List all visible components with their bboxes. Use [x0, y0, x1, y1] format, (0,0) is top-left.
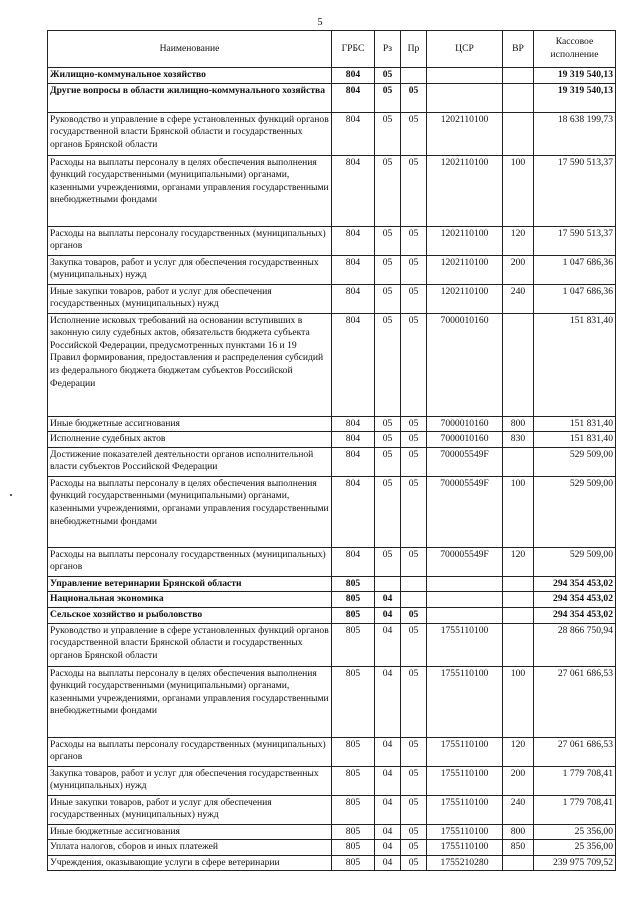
cell-csr: 1755110100: [427, 766, 503, 795]
cell-vr: [503, 447, 534, 476]
cell-grbs: 805: [332, 855, 375, 871]
header-csr: ЦСР: [427, 31, 503, 68]
cell-name: Руководство и управление в сфере установленных функций органов государственной власти Брянской области и государственных органов Брянской области: [48, 112, 332, 155]
table-row: [48, 284, 616, 313]
cell-grbs: 804: [332, 476, 375, 547]
cell-rz: 04: [375, 737, 401, 766]
cell-rz: 05: [375, 547, 401, 576]
header-vr: ВР: [503, 31, 534, 68]
cell-vr: [503, 112, 534, 155]
cell-pr: 05: [401, 766, 427, 795]
cell-vr: 100: [503, 666, 534, 737]
cell-vr: 120: [503, 737, 534, 766]
table-row: [48, 255, 616, 284]
cell-grbs: 804: [332, 313, 375, 416]
cell-csr: [427, 68, 503, 84]
cell-grbs: 805: [332, 623, 375, 666]
cell-csr: [427, 607, 503, 623]
header-grbs: ГРБС: [332, 31, 375, 68]
cell-pr: 05: [401, 255, 427, 284]
cell-vr: 850: [503, 840, 534, 856]
cell-vr: [503, 576, 534, 592]
cell-pr: 05: [401, 855, 427, 871]
table-header: [48, 31, 616, 68]
cell-name: Учреждения, оказывающие услуги в сфере ветеринарии: [48, 855, 332, 871]
cell-amount: 17 590 513,37: [534, 226, 616, 255]
cell-pr: 05: [401, 447, 427, 476]
table-row: [48, 432, 616, 448]
cell-rz: 04: [375, 855, 401, 871]
table-row: [48, 766, 616, 795]
cell-vr: [503, 313, 534, 416]
cell-rz: 05: [375, 432, 401, 448]
header-name: Наименование: [48, 31, 332, 68]
cell-csr: 1202110100: [427, 155, 503, 226]
cell-vr: [503, 83, 534, 112]
cell-amount: 529 509,00: [534, 547, 616, 576]
cell-amount: 151 831,40: [534, 313, 616, 416]
cell-name: Расходы на выплаты персоналу государственных (муниципальных) органов: [48, 547, 332, 576]
cell-amount: 151 831,40: [534, 416, 616, 432]
cell-vr: 100: [503, 155, 534, 226]
cell-name: Расходы на выплаты персоналу государственных (муниципальных) органов: [48, 737, 332, 766]
cell-pr: 05: [401, 795, 427, 824]
cell-vr: [503, 68, 534, 84]
cell-csr: [427, 83, 503, 112]
cell-pr: [401, 592, 427, 608]
cell-grbs: 805: [332, 666, 375, 737]
table-row: [48, 447, 616, 476]
cell-name: Расходы на выплаты персоналу государственных (муниципальных) органов: [48, 226, 332, 255]
cell-csr: 700005549F: [427, 547, 503, 576]
cell-csr: 700005549F: [427, 476, 503, 547]
cell-rz: 05: [375, 68, 401, 84]
cell-rz: 04: [375, 824, 401, 840]
cell-vr: [503, 623, 534, 666]
table-body: [48, 68, 616, 871]
cell-vr: 240: [503, 795, 534, 824]
cell-amount: 1 779 708,41: [534, 766, 616, 795]
cell-grbs: 805: [332, 576, 375, 592]
table-row: [48, 840, 616, 856]
cell-pr: 05: [401, 607, 427, 623]
cell-csr: 1755110100: [427, 824, 503, 840]
table-row: [48, 592, 616, 608]
cell-name: Уплата налогов, сборов и иных платежей: [48, 840, 332, 856]
cell-name: Национальная экономика: [48, 592, 332, 608]
cell-amount: 1 047 686,36: [534, 255, 616, 284]
header-amount: Кассовое исполнение: [534, 31, 616, 68]
table-row: [48, 112, 616, 155]
cell-csr: 1755110100: [427, 795, 503, 824]
cell-amount: 25 356,00: [534, 840, 616, 856]
cell-vr: 120: [503, 547, 534, 576]
table-row: [48, 547, 616, 576]
cell-csr: [427, 592, 503, 608]
cell-pr: 05: [401, 840, 427, 856]
cell-grbs: 804: [332, 83, 375, 112]
cell-grbs: 805: [332, 737, 375, 766]
cell-csr: 7000010160: [427, 416, 503, 432]
cell-name: Исполнение судебных актов: [48, 432, 332, 448]
cell-amount: 294 354 453,02: [534, 592, 616, 608]
cell-vr: 240: [503, 284, 534, 313]
cell-vr: 800: [503, 416, 534, 432]
cell-rz: 04: [375, 766, 401, 795]
cell-amount: 529 509,00: [534, 476, 616, 547]
cell-rz: 05: [375, 447, 401, 476]
cell-amount: 19 319 540,13: [534, 83, 616, 112]
table-row: [48, 476, 616, 547]
cell-vr: [503, 592, 534, 608]
cell-vr: 200: [503, 766, 534, 795]
header-pr: Пр: [401, 31, 427, 68]
cell-name: Другие вопросы в области жилищно-коммунального хозяйства: [48, 83, 332, 112]
cell-rz: 05: [375, 112, 401, 155]
cell-grbs: 804: [332, 432, 375, 448]
cell-pr: 05: [401, 83, 427, 112]
cell-amount: 19 319 540,13: [534, 68, 616, 84]
cell-amount: 28 866 750,94: [534, 623, 616, 666]
cell-csr: 1202110100: [427, 226, 503, 255]
cell-csr: 1202110100: [427, 255, 503, 284]
cell-amount: 27 061 686,53: [534, 666, 616, 737]
cell-name: Руководство и управление в сфере установленных функций органов государственной власти Брянской области и государственных органов Брянской области: [48, 623, 332, 666]
cell-csr: 1755110100: [427, 666, 503, 737]
cell-name: Закупка товаров, работ и услуг для обеспечения государственных (муниципальных) нужд: [48, 255, 332, 284]
cell-rz: 05: [375, 255, 401, 284]
cell-csr: 1202110100: [427, 284, 503, 313]
cell-pr: [401, 68, 427, 84]
cell-pr: 05: [401, 313, 427, 416]
cell-pr: 05: [401, 737, 427, 766]
cell-amount: 529 509,00: [534, 447, 616, 476]
cell-grbs: 804: [332, 255, 375, 284]
cell-vr: 100: [503, 476, 534, 547]
cell-grbs: 804: [332, 155, 375, 226]
cell-vr: 200: [503, 255, 534, 284]
cell-name: Закупка товаров, работ и услуг для обеспечения государственных (муниципальных) нужд: [48, 766, 332, 795]
cell-name: Расходы на выплаты персоналу в целях обеспечения выполнения функций государственными (муниципальными) органами, казенными учреждениями, органами управления государственными внебюджетными фондами: [48, 666, 332, 737]
cell-pr: 05: [401, 112, 427, 155]
table-row: [48, 226, 616, 255]
cell-csr: 1755110100: [427, 623, 503, 666]
table-row: [48, 155, 616, 226]
cell-rz: 04: [375, 840, 401, 856]
cell-rz: 05: [375, 476, 401, 547]
cell-rz: 05: [375, 313, 401, 416]
table-row: [48, 607, 616, 623]
cell-name: Управление ветеринарии Брянской области: [48, 576, 332, 592]
cell-name: Сельское хозяйство и рыболовство: [48, 607, 332, 623]
cell-pr: 05: [401, 824, 427, 840]
cell-csr: 1755210280: [427, 855, 503, 871]
cell-pr: 05: [401, 623, 427, 666]
cell-amount: 17 590 513,37: [534, 155, 616, 226]
cell-amount: 25 356,00: [534, 824, 616, 840]
table-row: [48, 83, 616, 112]
cell-vr: 830: [503, 432, 534, 448]
cell-amount: 1 047 686,36: [534, 284, 616, 313]
cell-rz: 05: [375, 155, 401, 226]
table-row: [48, 623, 616, 666]
cell-pr: 05: [401, 432, 427, 448]
cell-csr: [427, 576, 503, 592]
cell-vr: 120: [503, 226, 534, 255]
cell-rz: 04: [375, 607, 401, 623]
cell-pr: 05: [401, 416, 427, 432]
cell-vr: [503, 607, 534, 623]
cell-amount: 151 831,40: [534, 432, 616, 448]
page-number: 5: [317, 17, 323, 28]
cell-grbs: 805: [332, 795, 375, 824]
cell-csr: 700005549F: [427, 447, 503, 476]
cell-rz: 04: [375, 795, 401, 824]
cell-pr: 05: [401, 666, 427, 737]
cell-rz: 05: [375, 83, 401, 112]
cell-grbs: 804: [332, 447, 375, 476]
cell-csr: 1755110100: [427, 840, 503, 856]
table-row: [48, 416, 616, 432]
table-row: [48, 666, 616, 737]
cell-amount: 27 061 686,53: [534, 737, 616, 766]
cell-rz: 05: [375, 284, 401, 313]
cell-grbs: 804: [332, 68, 375, 84]
cell-grbs: 805: [332, 766, 375, 795]
cell-grbs: 804: [332, 416, 375, 432]
cell-name: Иные бюджетные ассигнования: [48, 416, 332, 432]
budget-execution-table: [47, 30, 616, 871]
cell-name: Расходы на выплаты персоналу в целях обеспечения выполнения функций государственными (муниципальными) органами, казенными учреждениями, органами управления государственными внебюджетными фондами: [48, 155, 332, 226]
cell-rz: [375, 576, 401, 592]
cell-pr: 05: [401, 476, 427, 547]
cell-csr: 1202110100: [427, 112, 503, 155]
table-row: [48, 576, 616, 592]
table-row: [48, 737, 616, 766]
cell-name: Иные закупки товаров, работ и услуг для обеспечения государственных (муниципальных) нужд: [48, 284, 332, 313]
scan-speck: [10, 494, 12, 496]
cell-rz: 04: [375, 592, 401, 608]
cell-pr: [401, 576, 427, 592]
table-row: [48, 68, 616, 84]
cell-name: Достижение показателей деятельности органов исполнительной власти субъектов Российской Федерации: [48, 447, 332, 476]
cell-grbs: 804: [332, 112, 375, 155]
table-row: [48, 795, 616, 824]
cell-grbs: 805: [332, 824, 375, 840]
cell-grbs: 804: [332, 547, 375, 576]
cell-name: Расходы на выплаты персоналу в целях обеспечения выполнения функций государственными (муниципальными) органами, казенными учреждениями, органами управления государственными внебюджетными фондами: [48, 476, 332, 547]
header-rz: Рз: [375, 31, 401, 68]
cell-name: Жилищно-коммунальное хозяйство: [48, 68, 332, 84]
cell-vr: [503, 855, 534, 871]
cell-grbs: 804: [332, 226, 375, 255]
cell-pr: 05: [401, 155, 427, 226]
cell-name: Иные бюджетные ассигнования: [48, 824, 332, 840]
cell-csr: 1755110100: [427, 737, 503, 766]
table-row: [48, 824, 616, 840]
cell-rz: 05: [375, 226, 401, 255]
cell-amount: 1 779 708,41: [534, 795, 616, 824]
cell-amount: 294 354 453,02: [534, 576, 616, 592]
cell-grbs: 804: [332, 284, 375, 313]
cell-name: Исполнение исковых требований на основании вступивших в законную силу судебных актов, обязательств бюджета субъекта Российской Федерации, предусмотренных пунктами 16 и 19 Правил формирования, предоставления и распределения субсидий из федерального бюджета бюджетам субъектов Российской Федерации: [48, 313, 332, 416]
table-row: [48, 313, 616, 416]
cell-rz: 04: [375, 666, 401, 737]
cell-name: Иные закупки товаров, работ и услуг для обеспечения государственных (муниципальных) нужд: [48, 795, 332, 824]
cell-grbs: 805: [332, 592, 375, 608]
cell-pr: 05: [401, 226, 427, 255]
cell-grbs: 805: [332, 840, 375, 856]
cell-vr: 800: [503, 824, 534, 840]
table-row: [48, 855, 616, 871]
cell-amount: 18 638 199,73: [534, 112, 616, 155]
cell-grbs: 805: [332, 607, 375, 623]
cell-pr: 05: [401, 284, 427, 313]
cell-csr: 7000010160: [427, 313, 503, 416]
cell-csr: 7000010160: [427, 432, 503, 448]
cell-pr: 05: [401, 547, 427, 576]
cell-amount: 239 975 709,52: [534, 855, 616, 871]
cell-rz: 05: [375, 416, 401, 432]
cell-amount: 294 354 453,02: [534, 607, 616, 623]
cell-rz: 04: [375, 623, 401, 666]
